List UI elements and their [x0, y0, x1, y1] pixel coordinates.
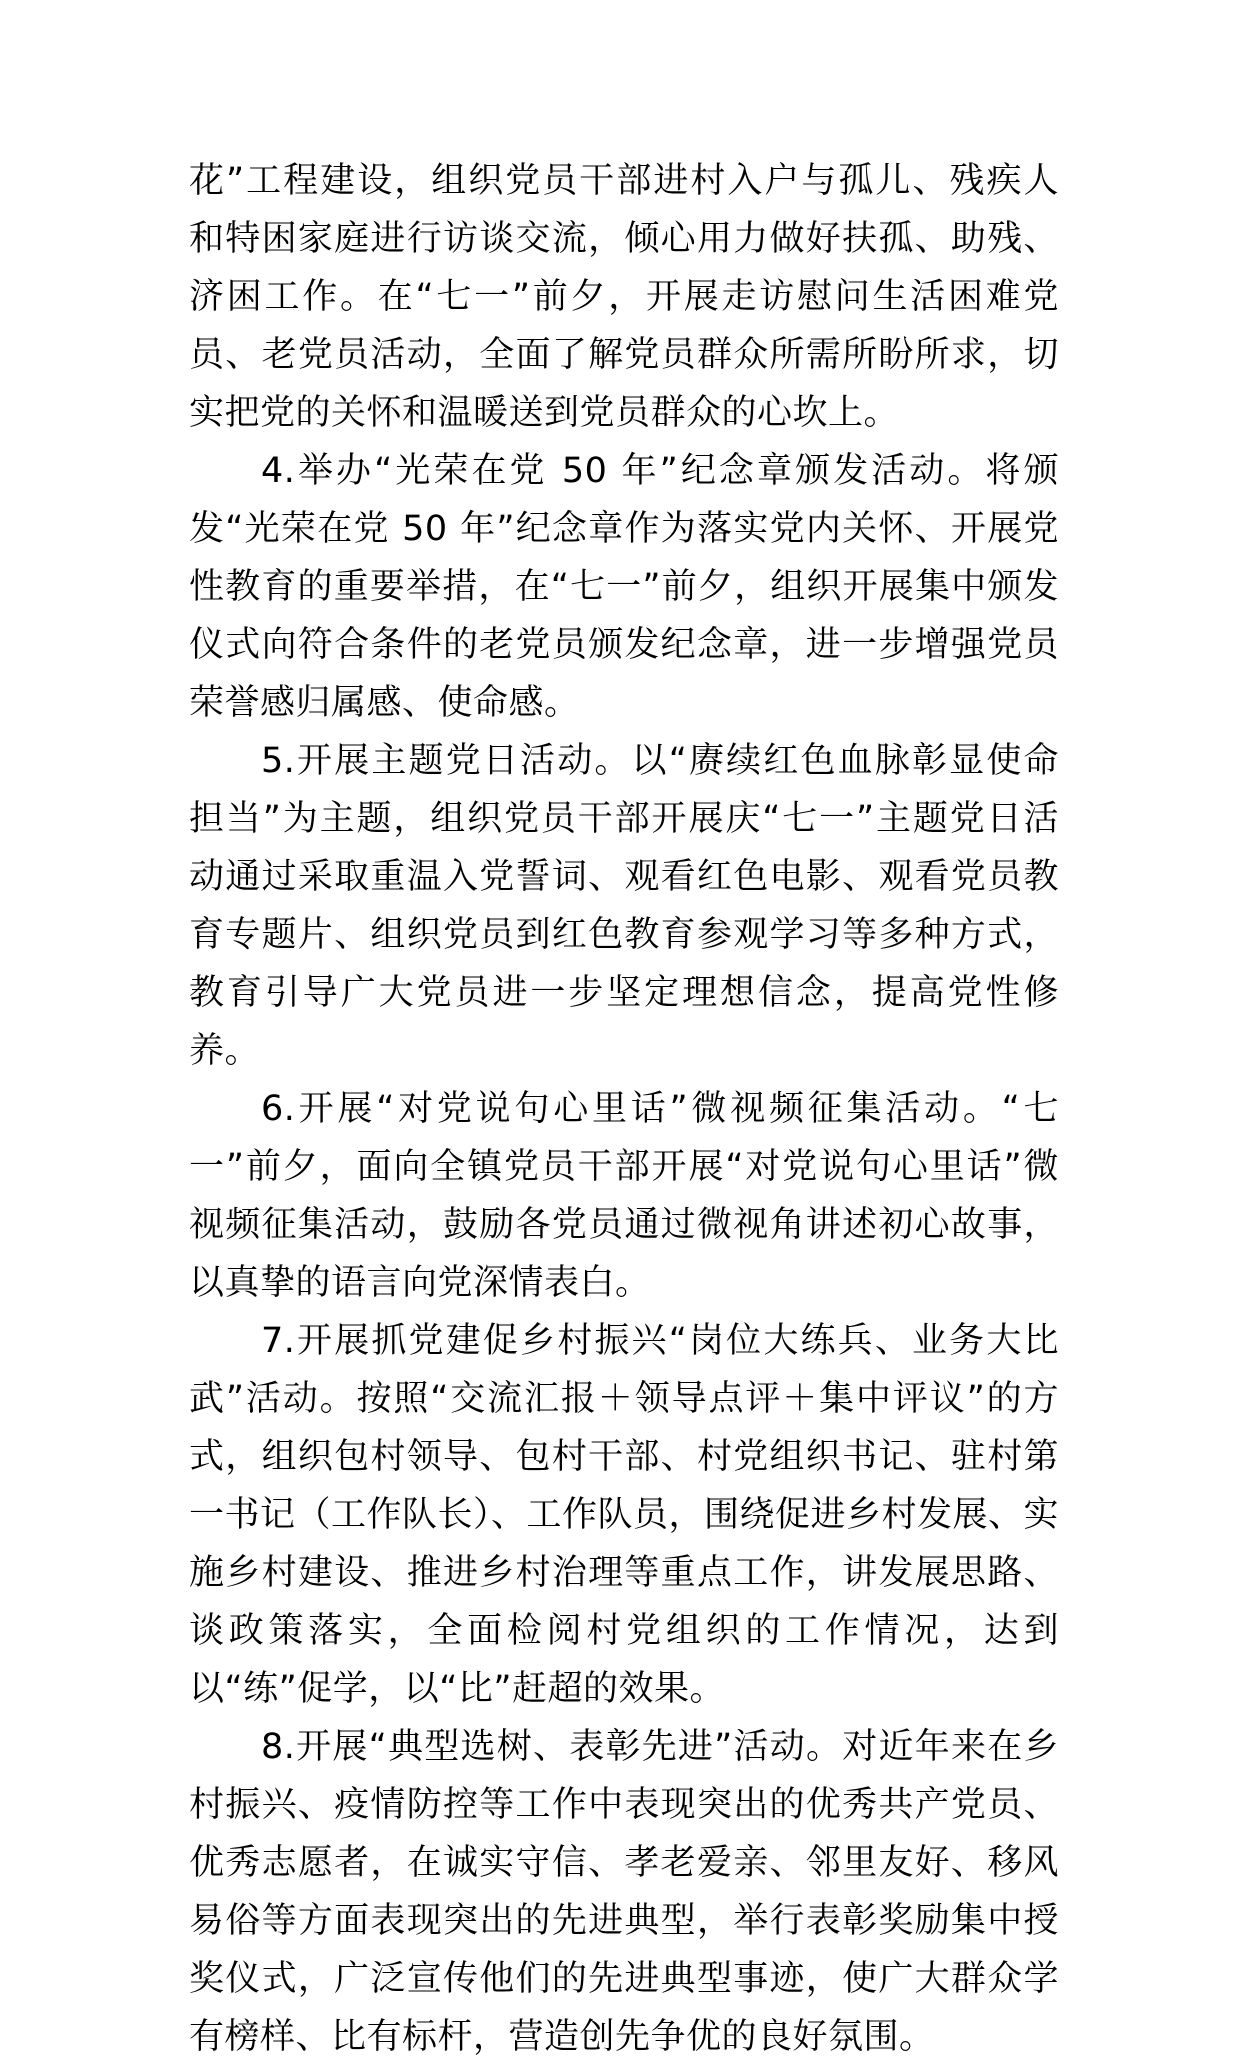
paragraph-item-4: 4.举办“光荣在党 50 年”纪念章颁发活动。将颁发“光荣在党 50 年”纪念章作为落实党内关怀、开展党性教育的重要举措，在“七一”前夕，组织开展集中颁发仪式向符合条件的老党员颁发纪念章，进一步增强党员荣誉感归属感、使命感。 — [189, 451, 1059, 723]
document-body — [189, 152, 1059, 2066]
paragraph-item-6: 6.开展“对党说句心里话”微视频征集活动。“七一”前夕，面向全镇党员干部开展“对党说句心里话”微视频征集活动，鼓励各党员通过微视角讲述初心故事，以真挚的语言向党深情表白。 — [189, 1089, 1059, 1303]
paragraph-item-8: 8.开展“典型选树、表彰先进”活动。对近年来在乡村振兴、疫情防控等工作中表现突出的优秀共产党员、优秀志愿者，在诚实守信、孝老爱亲、邻里友好、移风易俗等方面表现突出的先进典型，举行表彰奖励集中授奖仪式，广泛宣传他们的先进典型事迹，使广大群众学有榜样、比有标杆，营造创先争优的良好氛围。 — [189, 1727, 1059, 2057]
paragraph-item-5: 5.开展主题党日活动。以“赓续红色血脉彰显使命担当”为主题，组织党员干部开展庆“七一”主题党日活动通过采取重温入党誓词、观看红色电影、观看党员教育专题片、组织党员到红色教育参观学习等多种方式，教育引导广大党员进一步坚定理想信念，提高党性修养。 — [189, 741, 1059, 1071]
paragraph-item-7: 7.开展抓党建促乡村振兴“岗位大练兵、业务大比武”活动。按照“交流汇报＋领导点评＋集中评议”的方式，组织包村领导、包村干部、村党组织书记、驻村第一书记（工作队长）、工作队员，围绕促进乡村发展、实施乡村建设、推进乡村治理等重点工作，讲发展思路、谈政策落实，全面检阅村党组织的工作情况，达到以“练”促学，以“比”赶超的效果。 — [189, 1321, 1060, 1709]
paragraph-continuation: 花”工程建设，组织党员干部进村入户与孤儿、残疾人和特困家庭进行访谈交流，倾心用力做好扶孤、助残、济困工作。在“七一”前夕，开展走访慰问生活困难党员、老党员活动，全面了解党员群众所需所盼所求，切实把党的关怀和温暖送到党员群众的心坎上。 — [189, 161, 1059, 433]
